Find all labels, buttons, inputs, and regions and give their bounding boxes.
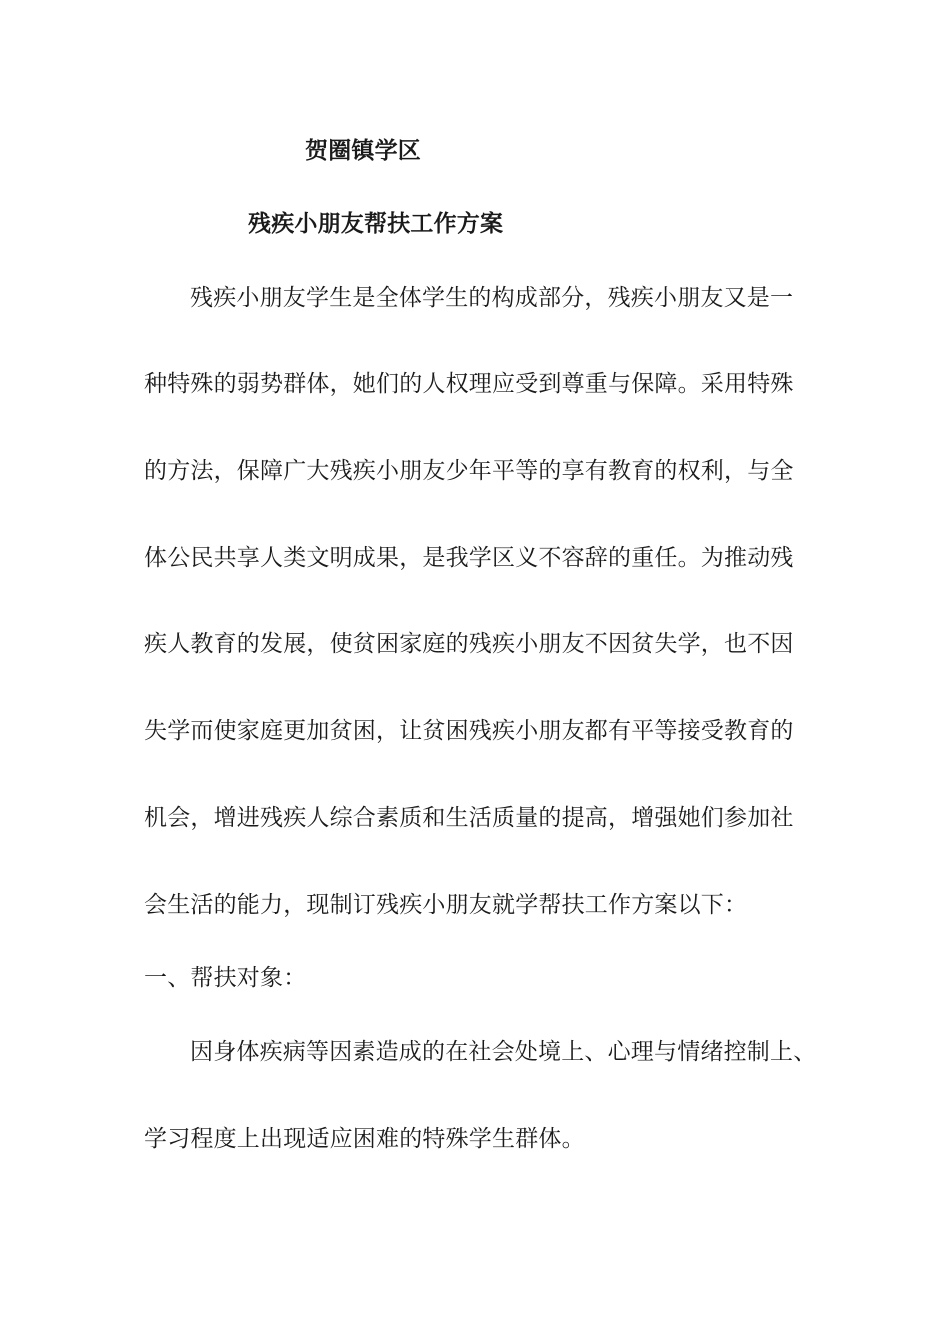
paragraph-line: 机会，增进残疾人综合素质和生活质量的提高，增强她们参加社: [144, 805, 794, 831]
paragraph-line: 体公民共享人类文明成果，是我学区义不容辞的重任。为推动残: [144, 545, 794, 571]
paragraph-line: 残疾小朋友学生是全体学生的构成部分，残疾小朋友又是一: [190, 285, 794, 311]
section-heading: 一、帮扶对象：: [144, 965, 307, 991]
paragraph-line: 学习程度上出现适应困难的特殊学生群体。: [144, 1126, 585, 1152]
paragraph-line: 失学而使家庭更加贫困，让贫困残疾小朋友都有平等接受教育的: [144, 718, 794, 744]
document-subtitle: 残疾小朋友帮扶工作方案: [248, 211, 504, 237]
paragraph-line: 的方法，保障广大残疾小朋友少年平等的享有教育的权利，与全: [144, 458, 794, 484]
paragraph-line: 疾人教育的发展，使贫困家庭的残疾小朋友不因贫失学，也不因: [144, 631, 794, 657]
document-title: 贺圈镇学区: [305, 138, 421, 164]
paragraph-line: 种特殊的弱势群体，她们的人权理应受到尊重与保障。采用特殊: [144, 371, 794, 397]
paragraph-line: 因身体疾病等因素造成的在社会处境上、心理与情绪控制上、: [190, 1039, 817, 1065]
paragraph-line: 会生活的能力，现制订残疾小朋友就学帮扶工作方案以下：: [144, 892, 748, 918]
